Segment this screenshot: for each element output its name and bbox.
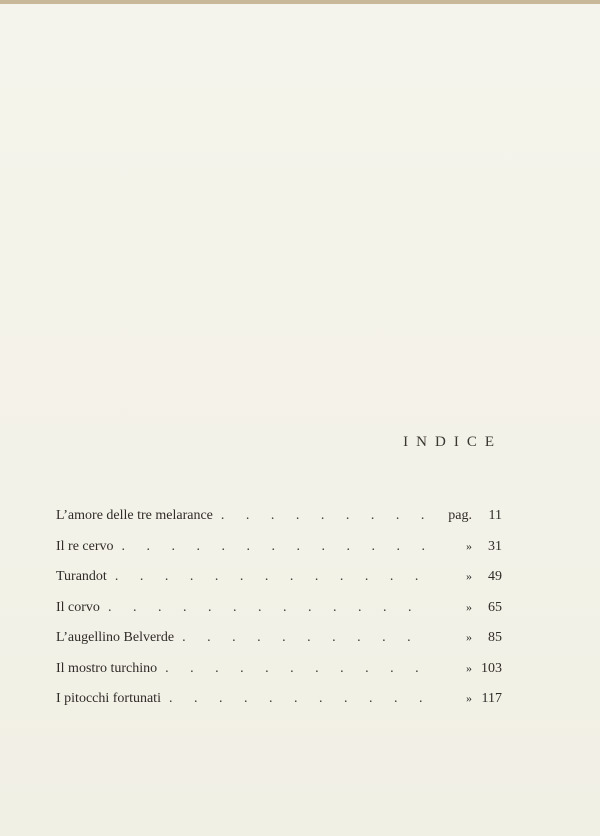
dot-leader xyxy=(114,539,432,555)
toc-entry-prefix: » xyxy=(466,630,472,644)
toc-entry-page: 31 xyxy=(488,538,502,554)
toc-entry-prefix: » xyxy=(466,569,472,583)
toc-entry-page: 11 xyxy=(488,508,502,523)
toc-entry-title: Turandot xyxy=(56,569,107,584)
toc-entry xyxy=(56,691,502,722)
toc-entry-title: L’amore delle tre melarance xyxy=(56,508,213,523)
table-of-contents xyxy=(56,508,502,722)
toc-entry-title: Il mostro turchino xyxy=(56,660,158,676)
toc-entry-prefix: » xyxy=(466,538,472,553)
toc-entry-page: 85 xyxy=(488,630,502,645)
toc-entry xyxy=(56,539,502,570)
toc-entry-page: 49 xyxy=(488,569,502,584)
toc-entry xyxy=(56,630,502,661)
toc-entry-prefix: » xyxy=(466,691,472,705)
toc-entry xyxy=(56,508,502,539)
toc-entry xyxy=(56,569,502,600)
dot-leader xyxy=(100,600,432,616)
toc-entry-title: Il re cervo xyxy=(56,538,114,554)
toc-entry-prefix: pag. xyxy=(448,508,472,523)
toc-entry-page: 103 xyxy=(481,660,502,676)
toc-entry xyxy=(56,661,502,692)
dot-leader xyxy=(157,661,432,677)
dot-leader xyxy=(107,569,432,585)
dot-leader xyxy=(213,508,426,524)
dot-leader xyxy=(174,630,432,646)
index-heading: INDICE xyxy=(403,434,502,450)
toc-entry-page: 117 xyxy=(481,691,502,706)
toc-entry-prefix: » xyxy=(466,660,472,675)
toc-entry-title: L’augellino Belverde xyxy=(56,630,175,645)
toc-entry xyxy=(56,600,502,631)
toc-entry-title: I pitocchi fortunati xyxy=(56,691,161,706)
dot-leader xyxy=(161,691,432,707)
toc-entry-prefix: » xyxy=(466,599,472,614)
toc-entry-title: Il corvo xyxy=(56,599,100,615)
toc-entry-page: 65 xyxy=(488,599,502,615)
